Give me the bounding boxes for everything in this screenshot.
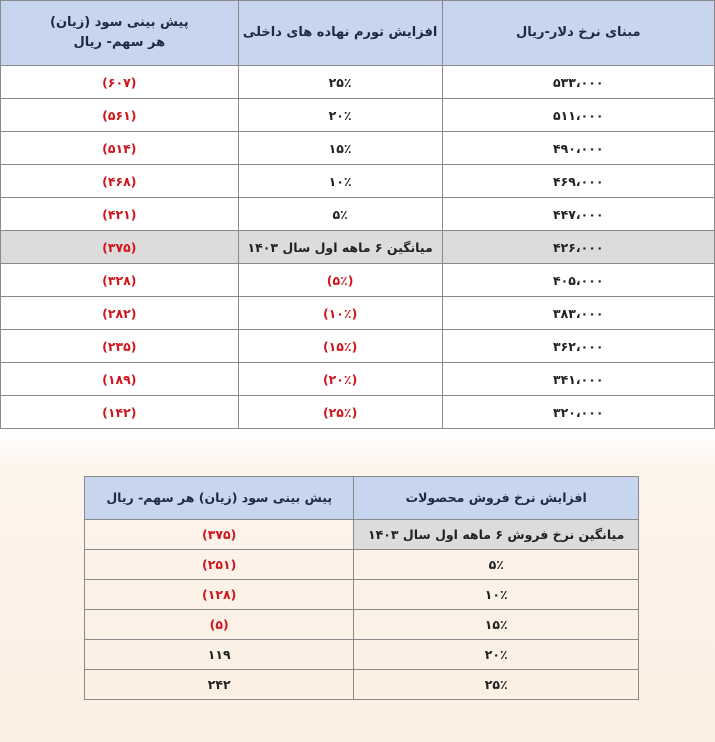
table-row <box>1 99 715 132</box>
price-increase-cell: ۲۵٪ <box>354 670 639 700</box>
inflation-cell: ۱۰٪ <box>238 165 442 198</box>
header-profit-line2: هر سهم- ریال <box>73 35 166 50</box>
profit-cell: (۱۴۲) <box>1 396 239 429</box>
inflation-cell: میانگین ۶ ماهه اول سال ۱۴۰۳ <box>238 231 442 264</box>
inflation-cell: (۱۵٪) <box>238 330 442 363</box>
profit-cell: (۱۸۹) <box>1 363 239 396</box>
table-row <box>85 640 639 670</box>
table-row <box>1 66 715 99</box>
profit-cell: (۵۱۴) <box>1 132 239 165</box>
table-row <box>1 297 715 330</box>
profit-cell: (۲۵۱) <box>85 550 354 580</box>
price-increase-cell: ۲۰٪ <box>354 640 639 670</box>
profit-cell: (۶۰۷) <box>1 66 239 99</box>
sales-price-sensitivity-table <box>84 476 639 700</box>
inflation-cell: ۲۰٪ <box>238 99 442 132</box>
table-row <box>85 610 639 640</box>
profit-cell: (۱۲۸) <box>85 580 354 610</box>
dollar-rate-cell: ۴۴۷،۰۰۰ <box>442 198 714 231</box>
table-row <box>85 580 639 610</box>
table-row <box>1 330 715 363</box>
inflation-cell: ۵٪ <box>238 198 442 231</box>
header-inflation: افزایش تورم نهاده های داخلی <box>238 1 442 66</box>
profit-cell: (۳۷۵) <box>1 231 239 264</box>
profit-cell: (۵) <box>85 610 354 640</box>
header-row <box>85 477 639 520</box>
profit-cell: (۲۳۵) <box>1 330 239 363</box>
dollar-rate-cell: ۵۱۱،۰۰۰ <box>442 99 714 132</box>
price-increase-cell: میانگین نرخ فروش ۶ ماهه اول سال ۱۴۰۳ <box>354 520 639 550</box>
dollar-rate-cell: ۳۶۲،۰۰۰ <box>442 330 714 363</box>
average-row <box>1 231 715 264</box>
inflation-cell: (۲۰٪) <box>238 363 442 396</box>
table-row <box>1 132 715 165</box>
inflation-cell: ۲۵٪ <box>238 66 442 99</box>
profit-cell: (۴۲۱) <box>1 198 239 231</box>
inflation-cell: (۲۵٪) <box>238 396 442 429</box>
dollar-rate-cell: ۵۳۳،۰۰۰ <box>442 66 714 99</box>
profit-cell: (۵۶۱) <box>1 99 239 132</box>
table-row <box>1 165 715 198</box>
profit-cell: (۳۲۸) <box>1 264 239 297</box>
dollar-rate-cell: ۴۲۶،۰۰۰ <box>442 231 714 264</box>
table-row <box>1 363 715 396</box>
header-price-increase: افزایش نرخ فروش محصولات <box>354 477 639 520</box>
header-profit-line1: پیش بینی سود (زیان) <box>50 15 189 30</box>
header-profit: پیش بینی سود (زیان) هر سهم- ریال <box>85 477 354 520</box>
table-row <box>1 396 715 429</box>
average-row <box>85 520 639 550</box>
profit-cell: (۳۷۵) <box>85 520 354 550</box>
table-row <box>85 550 639 580</box>
table-row <box>85 670 639 700</box>
dollar-rate-cell: ۴۶۹،۰۰۰ <box>442 165 714 198</box>
profit-cell: ۱۱۹ <box>85 640 354 670</box>
dollar-rate-cell: ۳۲۰،۰۰۰ <box>442 396 714 429</box>
price-increase-cell: ۱۰٪ <box>354 580 639 610</box>
header-row <box>1 1 715 66</box>
profit-cell: ۲۴۲ <box>85 670 354 700</box>
price-increase-cell: ۵٪ <box>354 550 639 580</box>
dollar-rate-cell: ۴۹۰،۰۰۰ <box>442 132 714 165</box>
dollar-rate-cell: ۳۸۳،۰۰۰ <box>442 297 714 330</box>
inflation-cell: (۵٪) <box>238 264 442 297</box>
profit-cell: (۴۶۸) <box>1 165 239 198</box>
profit-cell: (۲۸۲) <box>1 297 239 330</box>
header-dollar-rate: مبنای نرخ دلار-ریال <box>442 1 714 66</box>
table-row <box>1 264 715 297</box>
header-profit <box>1 1 239 66</box>
inflation-cell: ۱۵٪ <box>238 132 442 165</box>
price-increase-cell: ۱۵٪ <box>354 610 639 640</box>
dollar-rate-cell: ۴۰۵،۰۰۰ <box>442 264 714 297</box>
inflation-cell: (۱۰٪) <box>238 297 442 330</box>
dollar-rate-cell: ۳۴۱،۰۰۰ <box>442 363 714 396</box>
table-row <box>1 198 715 231</box>
